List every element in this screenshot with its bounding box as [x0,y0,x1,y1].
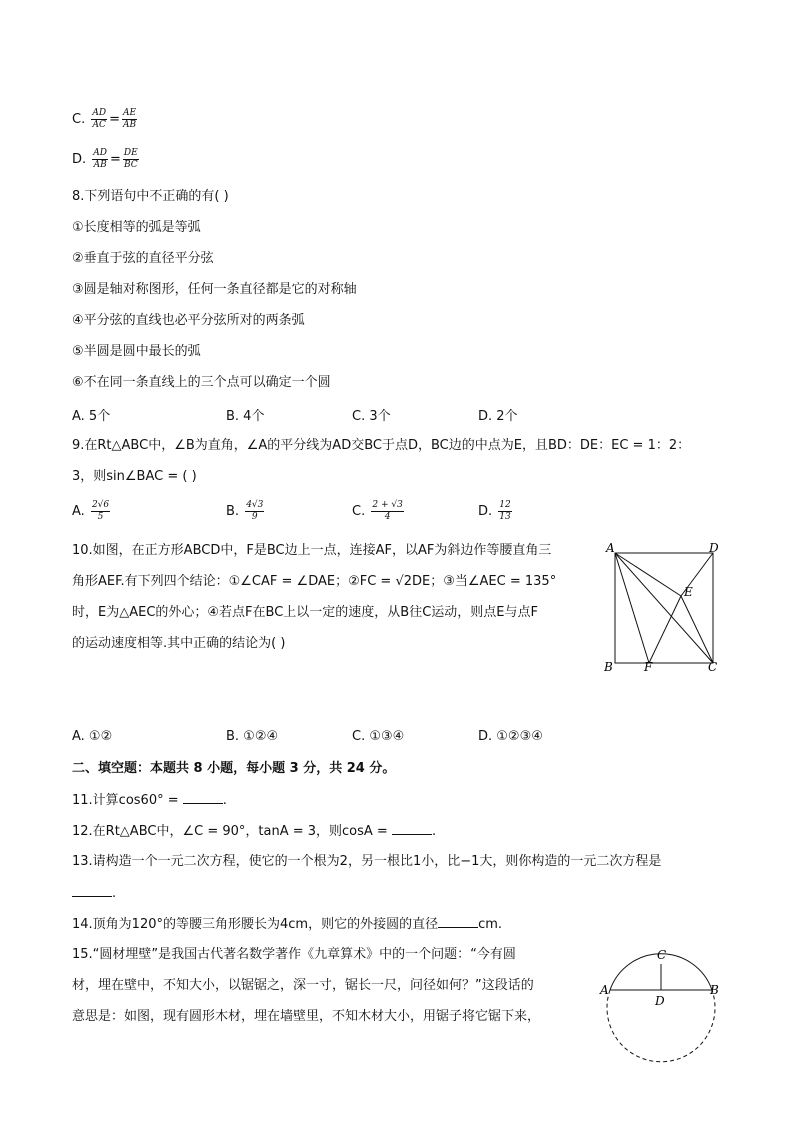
denominator: AB [93,160,107,170]
q10-option-a: A. ①② [72,729,113,744]
q9-stem-line1: 9.在Rt△ABC中，∠B为直角，∠A的平分线为AD交BC于点D，BC边的中点为E，且BD：DE：EC = 1：2： [72,438,691,453]
q9-option-d [478,500,514,523]
numerator: DE [123,148,138,158]
q15-line3: 意思是：如图，现有圆形木材，埋在墙壁里，不知木材大小，用锯子将它锯下来， [72,1009,541,1024]
numerator: 4√3 [246,500,264,510]
q10-option-c: C. ①③④ [352,729,405,744]
segment-ec [681,596,713,663]
q8-item: ④平分弦的直线也必平分弦所对的两条弧 [72,313,305,328]
answer-blank[interactable] [183,791,223,804]
option-label: B. [226,504,240,519]
q10-option-b: B. ①②④ [226,729,279,744]
answer-blank[interactable] [438,915,478,928]
q10-stem-line4: 的运动速度相等.其中正确的结论为( ) [72,636,286,651]
denominator: 9 [251,512,258,522]
denominator: 13 [499,512,511,522]
denominator: BC [123,160,138,170]
option-label: A. [72,504,85,519]
q9-option-a [72,500,112,523]
q8-stem: 8.下列语句中不正确的有( ) [72,189,229,204]
q7-option-d [72,148,141,171]
option-label: D. [478,504,493,519]
point-label-d: D [709,541,719,555]
q10-square-figure [600,540,730,675]
numerator: AE [123,108,137,118]
denominator: 4 [384,512,391,522]
equals-sign: = [109,112,120,127]
q8-option-d: D. 2个 [478,409,518,424]
denominator: AB [122,120,137,130]
q10-stem-line1: 10.如图，在正方形ABCD中，F是BC边上一点，连接AF，以AF为斜边作等腰直角三 [72,543,552,558]
fraction [371,500,403,523]
point-label-c: C [708,660,718,674]
q15-line1: 15.“圆材埋壁”是我国古代著名数学著作《九章算术》中的一个问题：“今有圆 [72,947,516,962]
point-label-f: F [644,660,653,674]
q14 [72,915,502,934]
q8-option-a: A. 5个 [72,409,111,424]
q10-option-d: D. ①②③④ [478,729,543,744]
numerator: AD [92,108,107,118]
point-label-c: C [657,948,667,962]
option-label: C. [72,112,86,127]
q8-item: ⑥不在同一条直线上的三个点可以确定一个圆 [72,375,331,390]
fraction [123,148,139,171]
q15-line2: 材，埋在壁中，不知大小，以锯锯之，深一寸，锯长一尺，问径如何？”这段话的 [72,978,534,993]
option-label: C. [352,504,366,519]
q14-unit: cm. [478,917,503,932]
denominator: AC [92,120,106,130]
q11-text: 11.计算cos60° = [72,793,183,808]
point-label-a: A [600,983,609,997]
q11-period: . [222,793,227,808]
numerator: 2 + √3 [372,500,403,510]
q7-option-c [72,108,139,131]
q9-option-c [352,500,406,523]
equals-sign: = [110,152,121,167]
fraction [91,108,107,131]
section-heading: 二、填空题：本题共 8 小题，每小题 3 分，共 24 分。 [72,761,396,776]
numerator: AD [93,148,108,158]
numerator: 12 [499,500,511,510]
option-label: D. [72,152,87,167]
segment-af [615,553,649,663]
q12 [72,822,436,841]
answer-blank[interactable] [392,822,432,835]
q12-text: 12.在Rt△ABC中，∠C = 90°，tanA = 3，则cosA = [72,824,392,839]
q8-option-c: C. 3个 [352,409,391,424]
q13-period: . [112,886,117,901]
q9-stem-line2: 3，则sin∠BAC = ( ) [72,469,197,484]
point-label-e: E [684,585,693,599]
point-label-d: D [655,994,665,1008]
q9-option-b [226,500,266,523]
q11 [72,791,227,810]
q8-item: ②垂直于弦的直径平分弦 [72,251,214,266]
point-label-b: B [710,983,719,997]
q10-stem-line2: 角形AEF.有下列四个结论：①∠CAF = ∠DAE；②FC = √2DE；③当∠AEC = 135° [72,574,557,589]
numerator: 2√6 [91,500,110,510]
q8-item: ⑤半圆是圆中最长的弧 [72,344,201,359]
fraction [122,108,137,131]
q15-circle-figure [596,944,726,1074]
fraction [245,500,264,523]
q8-item: ①长度相等的弧是等弧 [72,220,201,235]
q8-item: ③圆是轴对称图形，任何一条直径都是它的对称轴 [72,282,357,297]
segment-ef [649,596,681,663]
answer-blank[interactable] [72,884,112,897]
fraction [92,148,108,171]
denominator: 5 [97,512,104,522]
q13-line2 [72,884,116,903]
point-label-a: A [606,541,615,555]
q13-line1: 13.请构造一个一元二次方程，使它的一个根为2，另一根比1小，比−1大，则你构造的一元二次方程是 [72,854,662,869]
diagonal-ac [615,553,713,663]
q12-period: . [431,824,437,839]
q14-text: 14.顶角为120°的等腰三角形腰长为4cm，则它的外接圆的直径 [72,917,439,932]
fraction [91,500,110,523]
fraction [498,500,511,523]
point-label-b: B [604,660,613,674]
q10-stem-line3: 时，E为△AEC的外心；④若点F在BC上以一定的速度，从B往C运动，则点E与点F [72,605,538,620]
q8-option-b: B. 4个 [226,409,265,424]
